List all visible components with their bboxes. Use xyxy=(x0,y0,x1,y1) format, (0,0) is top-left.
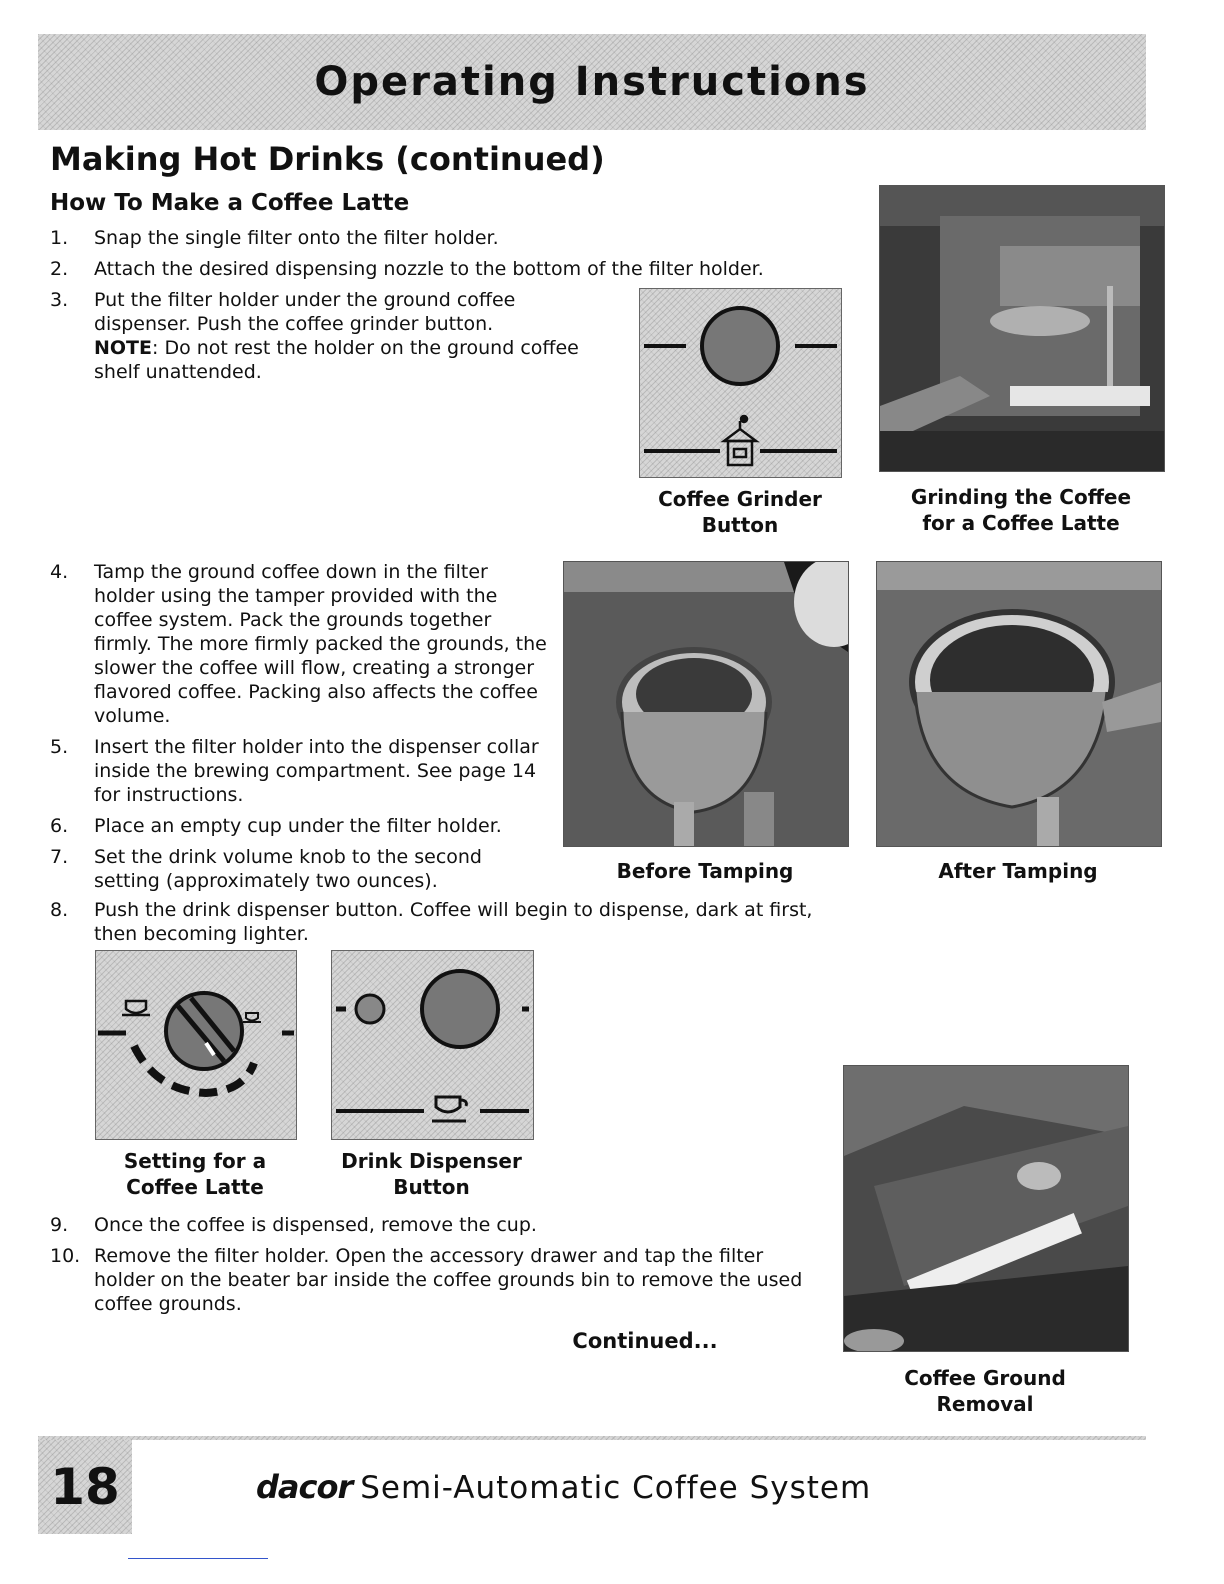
steps-list-d xyxy=(50,1213,820,1323)
product-name: Semi-Automatic Coffee System xyxy=(360,1470,872,1506)
section-subtitle: How To Make a Coffee Latte xyxy=(50,190,410,216)
drink-dispenser-button-figure xyxy=(331,950,534,1140)
step-item: 4. Tamp the ground coffee down in the filter holder using the tamper provided with the coffee system. Pack the grounds together firmly. The more firmly packed the grounds, the slower the coffee will flow, creating a stronger flavored coffee. Packing also affects the coffee volume. xyxy=(50,561,547,727)
step-item: 2. Attach the desired dispensing nozzle to the bottom of the filter holder. xyxy=(50,258,764,280)
coffee-ground-removal-photo xyxy=(843,1065,1129,1352)
dispenser-button-icon xyxy=(422,971,498,1047)
before-tamping-caption: Before Tamping xyxy=(616,859,794,883)
step-item: 9. Once the coffee is dispensed, remove the cup. xyxy=(50,1214,537,1236)
continued-label: Continued... xyxy=(572,1329,718,1353)
ground-removal-caption: Coffee Ground Removal xyxy=(904,1366,1066,1416)
latte-setting-caption: Setting for a Coffee Latte xyxy=(123,1149,267,1199)
dispenser-button-caption: Drink Dispenser Button xyxy=(341,1149,522,1199)
small-button-icon xyxy=(356,995,384,1023)
coffee-grinder-button-figure xyxy=(639,288,842,478)
small-cup-icon xyxy=(243,1013,261,1022)
banner-title: Operating Instructions xyxy=(314,59,870,105)
drink-volume-knob-figure xyxy=(95,950,297,1140)
steps-list-b xyxy=(50,560,550,900)
footer-title xyxy=(256,1468,871,1506)
section-title: Making Hot Drinks (continued) xyxy=(50,140,605,178)
coffee-grinder-icon xyxy=(724,416,756,465)
page-number: 18 xyxy=(50,1458,120,1516)
grinding-coffee-photo xyxy=(879,185,1165,472)
after-tamping-caption: After Tamping xyxy=(938,859,1098,883)
volume-knob-icon xyxy=(166,993,242,1069)
grinder-button-caption: Coffee Grinder Button xyxy=(658,487,822,537)
step-item: 3. Put the filter holder under the ground coffee dispenser. Push the coffee grinder button. NOTE: Do not rest the holder on the ground coffee shelf unattended. xyxy=(50,289,579,383)
before-tamping-photo xyxy=(563,561,849,847)
footer-bar xyxy=(38,1436,1146,1440)
page-number-box xyxy=(38,1440,132,1534)
note-label: NOTE xyxy=(94,337,152,359)
step-item: 6. Place an empty cup under the filter holder. xyxy=(50,815,502,837)
note-text: : Do not rest the holder on the ground coffee shelf unattended. xyxy=(94,337,579,383)
step-item: 7. Set the drink volume knob to the second setting (approximately two ounces). xyxy=(50,846,482,892)
step-item: 1. Snap the single filter onto the filter holder. xyxy=(50,227,499,249)
grinder-button-icon xyxy=(702,308,778,384)
cup-icon xyxy=(122,1001,150,1015)
step-item: 10. Remove the filter holder. Open the accessory drawer and tap the filter holder on the beater bar inside the coffee grounds bin to remove the used coffee grounds. xyxy=(50,1245,803,1315)
grinding-caption: Grinding the Coffee for a Coffee Latte xyxy=(910,485,1132,535)
steps-list-c xyxy=(50,898,820,953)
cup-icon xyxy=(432,1097,466,1121)
step-item: 8. Push the drink dispenser button. Coffee will begin to dispense, dark at first, then becoming lighter. xyxy=(50,899,813,945)
link-underline xyxy=(128,1558,268,1559)
after-tamping-photo xyxy=(876,561,1162,847)
brand-logo: dacor xyxy=(256,1468,353,1506)
step-item: 5. Insert the filter holder into the dispenser collar inside the brewing compartment. See page 14 for instructions. xyxy=(50,736,539,806)
header-banner xyxy=(38,34,1146,130)
